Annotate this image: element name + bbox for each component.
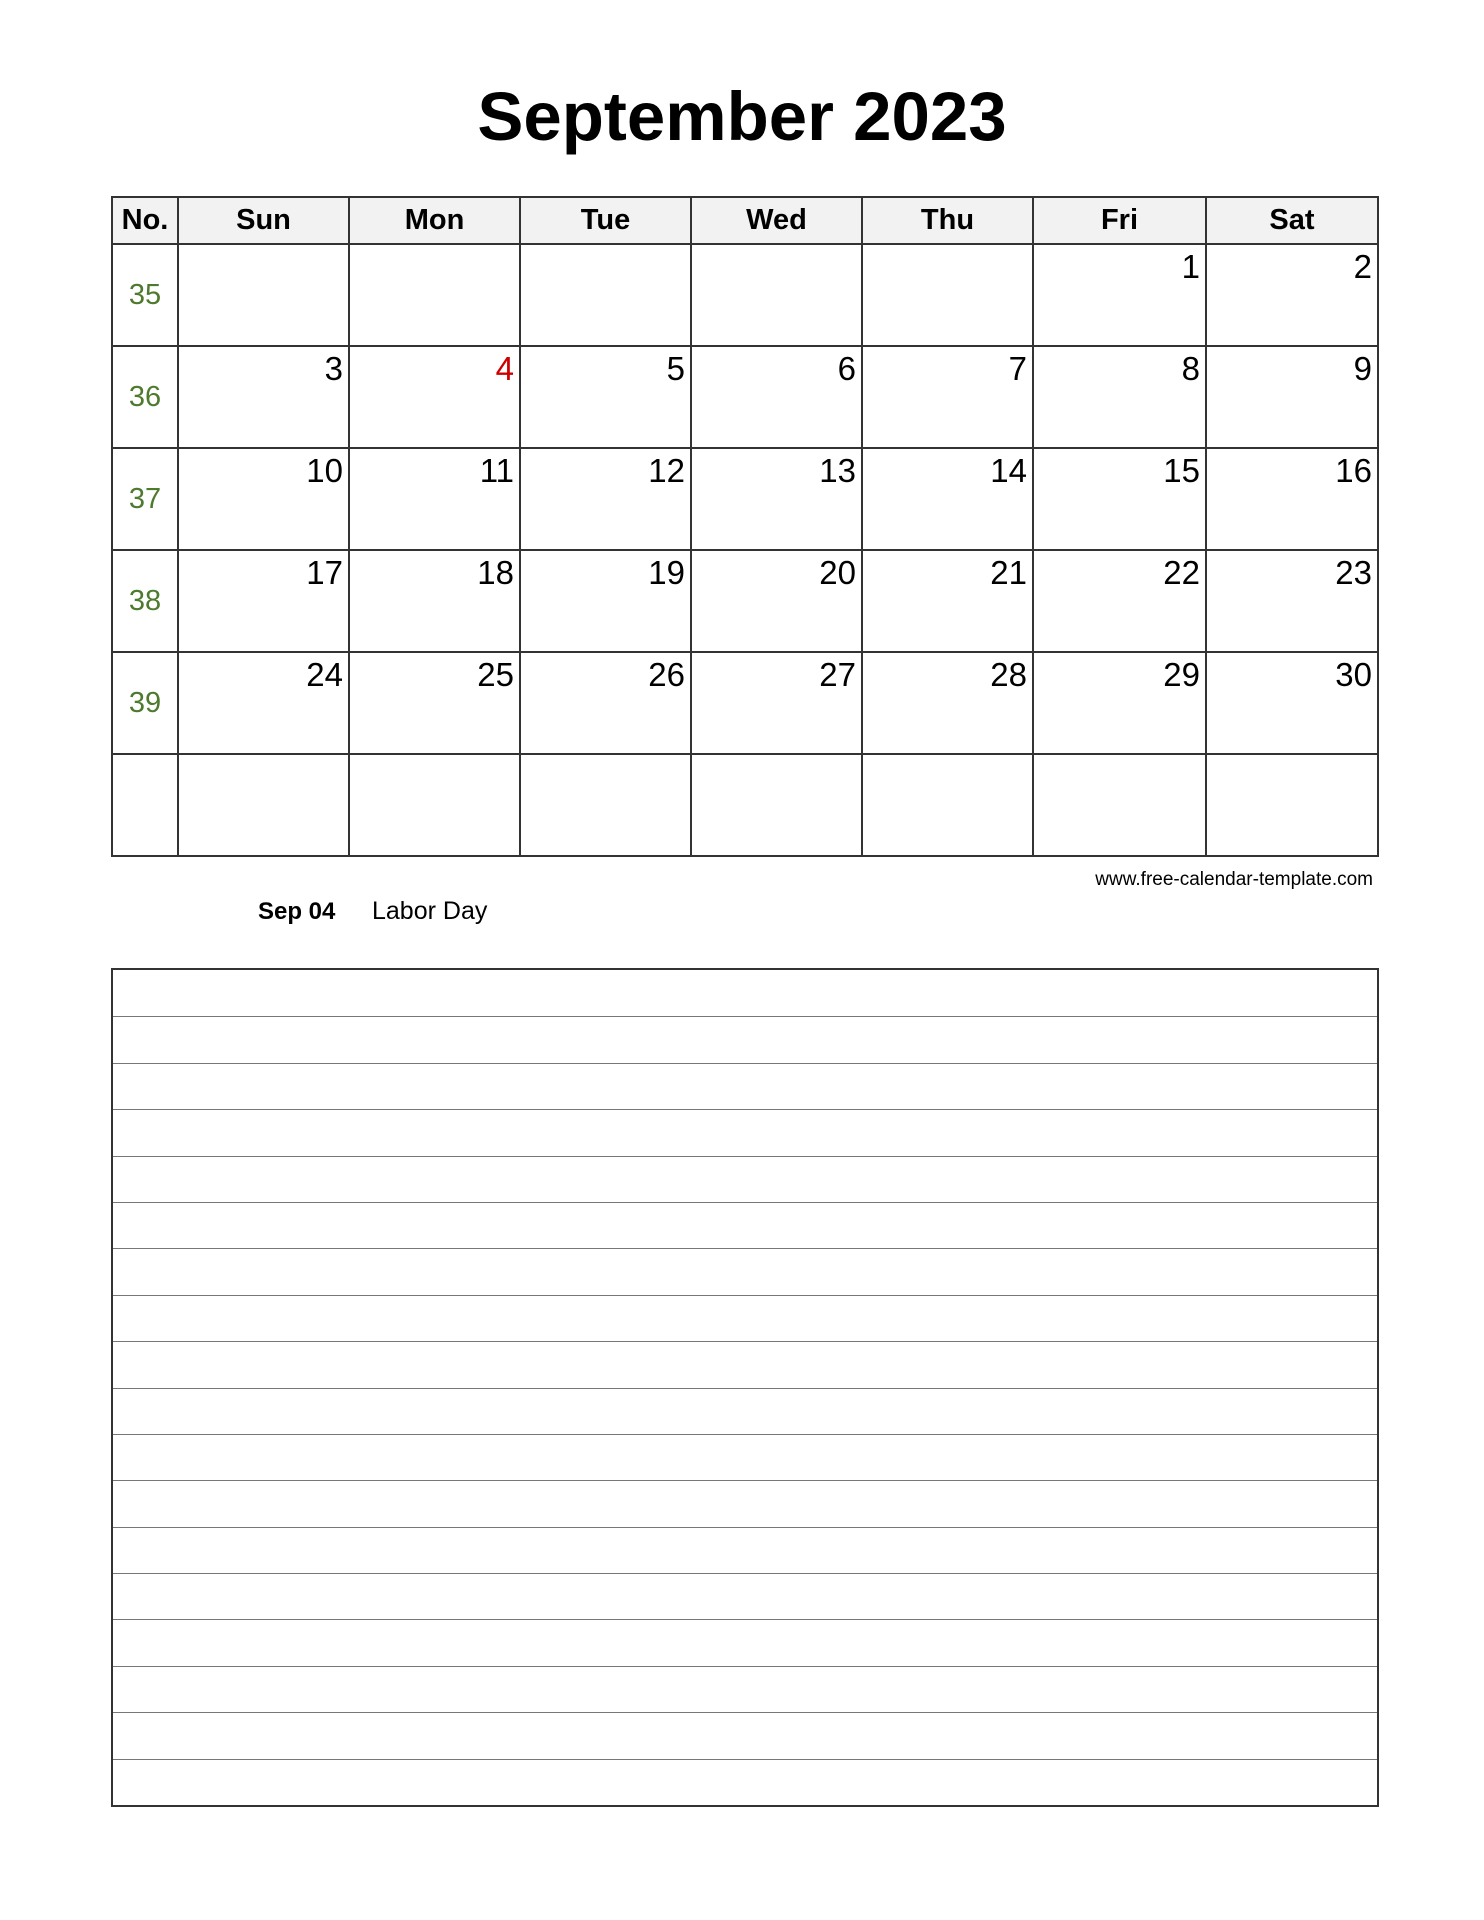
weekday-header: Sat [1206, 197, 1378, 244]
day-cell[interactable] [691, 346, 862, 448]
weekday-header: Mon [349, 197, 520, 244]
day-cell[interactable] [862, 244, 1033, 346]
day-cell[interactable] [349, 244, 520, 346]
day-number: 14 [990, 452, 1027, 489]
day-number: 22 [1163, 554, 1200, 591]
week-number: 35 [112, 244, 178, 346]
day-number: 26 [648, 656, 685, 693]
notes-line [113, 1480, 1377, 1481]
week-number: 37 [112, 448, 178, 550]
day-number: 12 [648, 452, 685, 489]
day-cell[interactable] [691, 244, 862, 346]
day-cell[interactable] [520, 244, 691, 346]
page-title: September 2023 [477, 78, 1007, 155]
day-number: 1 [1181, 248, 1200, 285]
day-number: 10 [306, 452, 343, 489]
week-row [112, 652, 1378, 754]
notes-line [113, 1248, 1377, 1249]
holiday-name: Labor Day [372, 897, 488, 925]
holiday-date: Sep 04 [258, 898, 336, 925]
day-number [521, 755, 690, 757]
day-number [350, 245, 519, 247]
day-number [350, 755, 519, 757]
day-cell[interactable] [1033, 754, 1206, 856]
holiday-day-number: 4 [495, 350, 514, 387]
day-cell[interactable] [1033, 448, 1206, 550]
notes-line [113, 1016, 1377, 1017]
day-number: 19 [648, 554, 685, 591]
day-cell[interactable] [691, 652, 862, 754]
day-cell[interactable] [691, 754, 862, 856]
weekday-header-row [112, 197, 1378, 244]
day-number [692, 245, 861, 247]
notes-area[interactable] [111, 968, 1379, 1807]
day-cell[interactable] [862, 550, 1033, 652]
day-cell[interactable] [862, 346, 1033, 448]
day-number: 27 [819, 656, 856, 693]
day-cell[interactable] [520, 754, 691, 856]
day-number [1207, 755, 1377, 757]
day-cell[interactable] [178, 754, 349, 856]
day-cell[interactable] [1206, 550, 1378, 652]
day-number: 6 [837, 350, 856, 387]
weekday-header: Sun [178, 197, 349, 244]
day-cell[interactable] [1033, 346, 1206, 448]
website-url: www.free-calendar-template.com [1095, 869, 1373, 890]
week-number-header: No. [112, 197, 178, 244]
day-cell[interactable] [1206, 652, 1378, 754]
day-number: 8 [1181, 350, 1200, 387]
day-cell[interactable] [349, 754, 520, 856]
day-number: 9 [1353, 350, 1372, 387]
day-number [692, 755, 861, 757]
day-number: 24 [306, 656, 343, 693]
day-cell[interactable] [349, 448, 520, 550]
day-cell[interactable] [862, 448, 1033, 550]
day-cell[interactable] [1206, 754, 1378, 856]
day-number: 30 [1335, 656, 1372, 693]
day-cell[interactable] [178, 448, 349, 550]
day-number: 13 [819, 452, 856, 489]
week-row [112, 244, 1378, 346]
notes-line [113, 1434, 1377, 1435]
day-number [521, 245, 690, 247]
day-number: 16 [1335, 452, 1372, 489]
day-number: 15 [1163, 452, 1200, 489]
day-cell[interactable] [1033, 550, 1206, 652]
day-cell[interactable] [349, 346, 520, 448]
calendar-grid [111, 196, 1379, 857]
day-cell[interactable] [178, 244, 349, 346]
day-cell[interactable] [1206, 244, 1378, 346]
notes-line [113, 1063, 1377, 1064]
notes-line [113, 1712, 1377, 1713]
day-number [179, 755, 348, 757]
week-row [112, 754, 1378, 856]
day-number: 25 [477, 656, 514, 693]
day-number: 28 [990, 656, 1027, 693]
day-cell[interactable] [349, 652, 520, 754]
week-row [112, 448, 1378, 550]
notes-line [113, 1666, 1377, 1667]
notes-line [113, 1759, 1377, 1760]
day-number [1034, 755, 1205, 757]
day-cell[interactable] [1033, 652, 1206, 754]
notes-line [113, 1156, 1377, 1157]
day-number: 3 [324, 350, 343, 387]
day-number: 2 [1353, 248, 1372, 285]
notes-line [113, 1573, 1377, 1574]
notes-line [113, 1619, 1377, 1620]
day-number: 23 [1335, 554, 1372, 591]
weekday-header: Tue [520, 197, 691, 244]
day-number [863, 245, 1032, 247]
notes-line [113, 1109, 1377, 1110]
day-cell[interactable] [1206, 448, 1378, 550]
day-cell[interactable] [178, 550, 349, 652]
notes-line [113, 1341, 1377, 1342]
day-number: 20 [819, 554, 856, 591]
day-number [863, 755, 1032, 757]
day-cell[interactable] [178, 652, 349, 754]
day-number: 5 [666, 350, 685, 387]
day-number: 29 [1163, 656, 1200, 693]
day-number: 18 [477, 554, 514, 591]
day-number: 21 [990, 554, 1027, 591]
week-row [112, 550, 1378, 652]
week-number [112, 754, 178, 856]
week-number: 39 [112, 652, 178, 754]
week-number: 38 [112, 550, 178, 652]
week-row [112, 346, 1378, 448]
weekday-header: Fri [1033, 197, 1206, 244]
weekday-header: Thu [862, 197, 1033, 244]
notes-line [113, 1295, 1377, 1296]
day-number [179, 245, 348, 247]
weekday-header: Wed [691, 197, 862, 244]
week-number: 36 [112, 346, 178, 448]
day-cell[interactable] [520, 652, 691, 754]
day-cell[interactable] [1033, 244, 1206, 346]
day-cell[interactable] [349, 550, 520, 652]
day-cell[interactable] [178, 346, 349, 448]
day-cell[interactable] [1206, 346, 1378, 448]
day-cell[interactable] [691, 448, 862, 550]
day-cell[interactable] [520, 448, 691, 550]
day-cell[interactable] [520, 346, 691, 448]
day-cell[interactable] [862, 754, 1033, 856]
day-number: 17 [306, 554, 343, 591]
day-cell[interactable] [520, 550, 691, 652]
day-cell[interactable] [862, 652, 1033, 754]
day-number: 11 [479, 452, 514, 489]
notes-line [113, 1388, 1377, 1389]
notes-line [113, 1527, 1377, 1528]
day-number: 7 [1008, 350, 1027, 387]
day-cell[interactable] [691, 550, 862, 652]
notes-line [113, 1202, 1377, 1203]
